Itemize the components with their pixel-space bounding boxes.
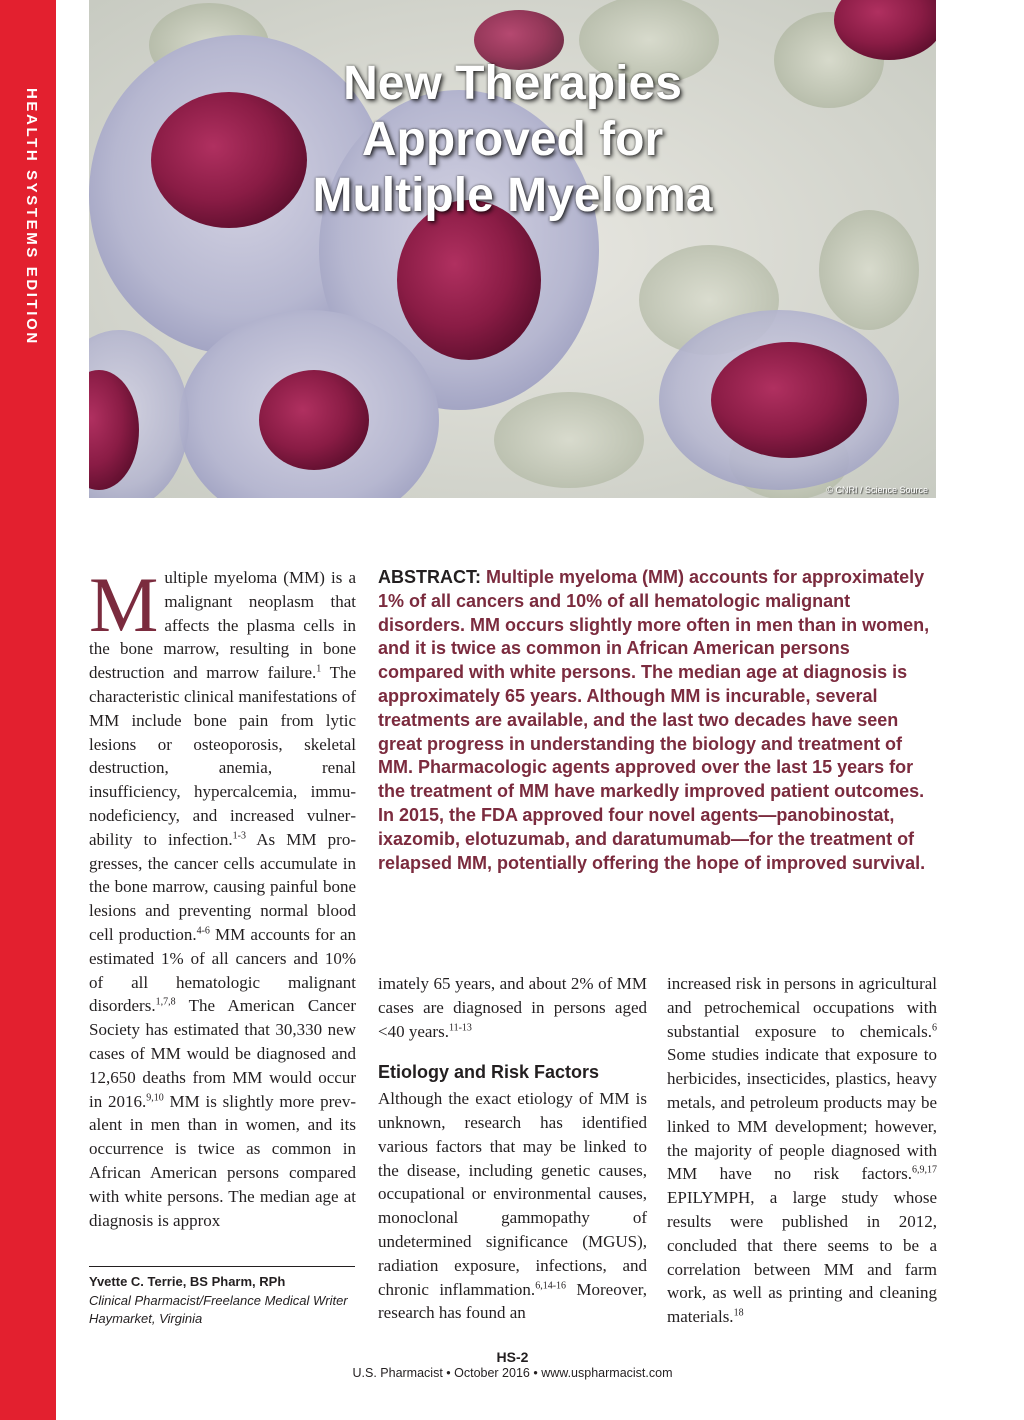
edition-sidebar [0, 0, 56, 1420]
citation: 4-6 [196, 925, 210, 937]
author-block [89, 1273, 355, 1329]
paragraph: Although the exact etiology of MM is unknown, research has identified various factors that may be linked to the disease, including genetic causes, occupational or environmental causes, monoclonal gammopathy of undetermined significance (MGUS), radiation exposure, infections, and chronic inflammation.$^{6,14-16}$ Moreover, research has found an [378, 1089, 647, 1323]
page-number: HS-2 [496, 1349, 529, 1365]
citation: 1-3 [232, 830, 246, 842]
title-line: New Therapies [343, 57, 682, 110]
edition-label: HEALTH SYSTEMS EDITION [23, 88, 40, 346]
section-heading: Etiology and Risk Factors [378, 1062, 600, 1083]
paragraph: imately 65 years, and about 2% of MM cases are diagnosed in persons aged <40 years.$^{11-13}$ [378, 974, 647, 1041]
citation: 6 [932, 1021, 937, 1033]
abstract [378, 566, 938, 875]
drop-cap: M [89, 561, 159, 648]
title-line: Multiple Myeloma [312, 169, 713, 222]
photo-credit: © CNRI / Science Source [826, 485, 928, 495]
hero-image [89, 0, 936, 498]
author-name: Yvette C. Terrie, BS Pharm, RPh [89, 1274, 286, 1289]
citation: 6,14-16 [535, 1279, 567, 1291]
author-location: Haymarket, Virginia [89, 1311, 203, 1326]
body-column-1 [89, 561, 356, 1232]
citation: 1,7,8 [155, 996, 176, 1008]
publication-info: U.S. Pharmacist • October 2016 • www.uspharmacist.com [352, 1366, 673, 1380]
citation: 1 [316, 663, 322, 675]
citation: 18 [733, 1307, 744, 1319]
body-column-3 [667, 972, 937, 1329]
abstract-text: Multiple myeloma (MM) accounts for approximately 1% of all cancers and 10% of all hematologic malignant disorders. MM occurs slightly more often in men than in women, and it is twice as common in African American persons compared with white persons. The median age at diagnosis is approximately 65 years. Although MM is incurable, several treatments are available, and the last two decades have seen great progress in understanding the biology and treatment of MM. Pharmacologic agents approved over the last 15 years for the treatment of MM have markedly improved patient outcomes. In 2015, the FDA approved four novel agents—panobinostat, ixazomib, elotuzumab, and daratumumab—for the treatment of relapsed MM, potentially offering the hope of improved survival. [378, 567, 930, 873]
citation: 11-13 [448, 1021, 472, 1033]
citation: 9,10 [146, 1091, 164, 1103]
body-column-2 [378, 972, 647, 1325]
author-role: Clinical Pharmacist/Freelance Medical Writer [89, 1292, 348, 1308]
author-divider [89, 1266, 355, 1267]
paragraph: increased risk in persons in agricultural and petrochemical occupations with substantial exposure to chemicals.$^6$ Some studies indicate that exposure to herbicides, insecticides, plastics, heavy metals, and petroleum products may be linked to MM development; however, the majority of people diagnosed with MM have no risk factors.$^{6,9,17}$ EPILYMPH, a large study whose results were published in 2012, concluded that there seems to be a correlation between MM and farm work, as well as printing and cleaning materials.$^{18}$ [667, 974, 937, 1327]
article-title [89, 56, 936, 224]
page-footer [89, 1349, 936, 1381]
intro-paragraph: Multiple myeloma (MM) is a malignant neoplasm that affects the plasma cells in the bone marrow, resulting in bone destruction and marrow failure.$^1$ The characteristic clinical manifestations of MM include bone pain from lytic lesions or osteoporosis, skeletal destruction, anemia, renal insufficiency, hypercalcemia, immunodeficiency, and increased vulnerability to infection.$^{1-3}$ As MM progresses, the cancer cells accumulate in the bone marrow, causing painful bone lesions and preventing normal blood cell production.$^{4-6}$ MM accounts for an estimated 1% of all cancers and 10% of all hematologic malignant disorders.$^{1,7,8}$ The American Cancer Society has estimated that 30,330 new cases of MM would be diagnosed and 12,650 deaths from MM would occur in 2016.$^{9,10}$ MM is slightly more prevalent in men than in women, and its occurrence is twice as common in African American persons compared with white persons. The median age at diagnosis is approx [89, 561, 356, 1230]
title-line: Approved for [361, 113, 664, 166]
abstract-label: ABSTRACT: [378, 567, 481, 587]
citation: 6,9,17 [912, 1164, 937, 1176]
